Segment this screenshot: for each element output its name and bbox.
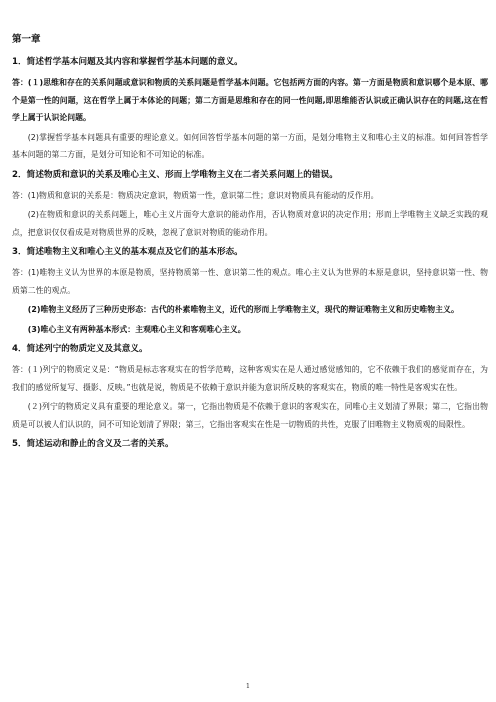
answer-4-paragraph-2: (２)列宁的物质定义具有重要的理论意义。第一，它指出物质是不依赖于意识的客观实在，同唯心主义划清了界限；第二，它指出物质是可以被人们认识的，同不可知论划清了界限；第三，它指出客观实在性是一切物质的共性，克服了旧唯物主义物质观的局限性。 xyxy=(12,402,488,429)
answer-3-paragraph-3: (3)唯心主义有两种基本形式：主观唯心主义和客观唯心主义。 xyxy=(27,324,246,334)
question-2-heading: 2．简述物质和意识的关系及唯心主义、形而上学唯物主义在二者关系问题上的错误。 xyxy=(12,169,338,180)
page-number: 1 xyxy=(245,682,251,690)
answer-1-paragraph-1: 答：(１)思维和存在的关系问题或意识和物质的关系问题是哲学基本问题。它包括两方面的内容。第一方面是物质和意识哪个是本原、哪个是第一性的问题，这在哲学上属于本体论的问题；第二方面是思维和存在的同一性问题,即思维能否认识或正确认识存在的问题,这在哲学上属于认识论问题。 xyxy=(12,78,488,122)
answer-2-paragraph-1: 答：(1)物质和意识的关系是：物质决定意识，物质第一性，意识第二性；意识对物质具有能动的反作用。 xyxy=(12,190,379,200)
answer-2-paragraph-2: (2)在物质和意识的关系问题上，唯心主义片面夸大意识的能动作用，否认物质对意识的决定作用；形而上学唯物主义缺乏实践的观点，把意识仅仅看成是对物质世界的反映，忽视了意识对物质的能动作用。 xyxy=(12,210,488,237)
chapter-title: 第一章 xyxy=(12,34,41,45)
question-1-heading: 1．简述哲学基本问题及其内容和掌握哲学基本问题的意义。 xyxy=(12,57,243,67)
answer-4-paragraph-1: 答：(１)列宁的物质定义是：“物质是标志客观实在的哲学范畴，这种客观实在是人通过感觉感知的，它不依赖于我们的感觉而存在，为我们的感觉所复写、摄影、反映。”也就是说，物质是不依赖于意识并能为意识所反映的客观实在，物质的唯一特性是客观实在性。 xyxy=(12,365,488,392)
answer-3-paragraph-1: 答：(1)唯物主义认为世界的本原是物质，坚持物质第一性、意识第二性的观点。唯心主义认为世界的本原是意识，坚持意识第一性、物质第二性的观点。 xyxy=(12,268,488,295)
answer-1-paragraph-2: (2)掌握哲学基本问题具有重要的理论意义。如何回答哲学基本问题的第一方面，是划分唯物主义和唯心主义的标准。如何回答哲学基本问题的第二方面，是划分可知论和不可知论的标准。 xyxy=(12,132,488,159)
question-3-heading: 3．简述唯物主义和唯心主义的基本观点及它们的基本形态。 xyxy=(12,247,243,257)
question-4-heading: 4．简述列宁的物质定义及其意义。 xyxy=(12,344,148,354)
document-body xyxy=(12,33,488,456)
answer-3-paragraph-2: (2)唯物主义经历了三种历史形态：古代的朴素唯物主义，近代的形而上学唯物主义，现代的辩证唯物主义和历史唯物主义。 xyxy=(27,305,459,314)
question-5-heading: 5．简述运动和静止的含义及二者的关系。 xyxy=(12,439,174,449)
